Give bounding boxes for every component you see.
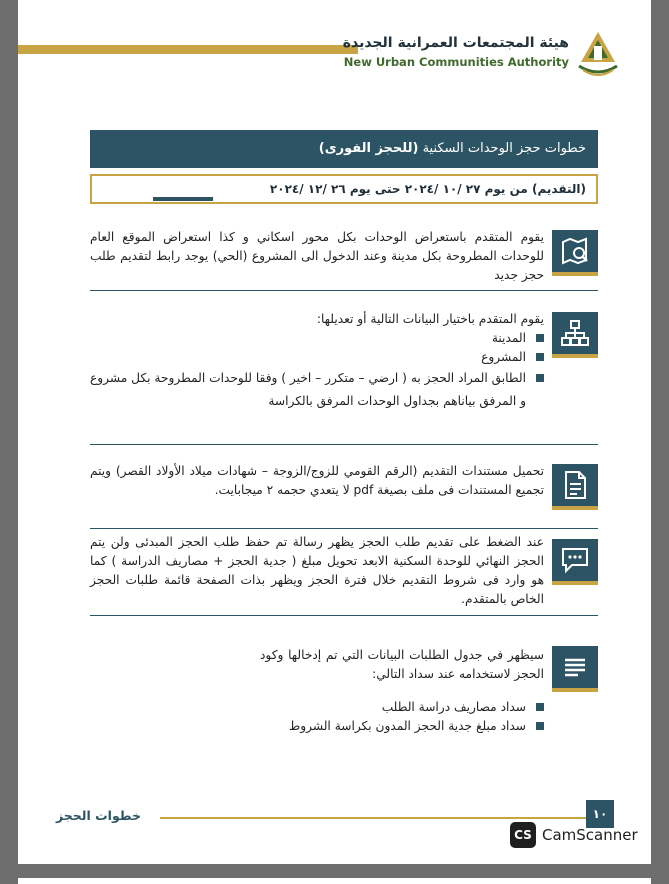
list-item: سداد مبلغ جدية الحجز المدون بكراسة الشروط [90, 717, 544, 736]
list-item: المشروع [90, 348, 544, 367]
camscanner-label: CamScanner [542, 826, 638, 844]
authority-logo [575, 28, 621, 78]
steps-title: خطوات حجز الوحدات السكنية [422, 141, 586, 156]
page-number: ١٠ [586, 800, 614, 828]
section-divider [90, 615, 598, 616]
section-divider [90, 290, 598, 291]
step-submit-text: عند الضغط على تقديم طلب الحجز يظهر رسالة تم حفظ طلب الحجز المبدئى ولن يتم الحجز النهائي للوحدة السكنية الابعد تحويل مبلغ ( جدية الحجز + مصاريف الدراسة ) كما هو وارد فى شروط التقديم خلال فترة الحجز ويظهر بذات الصفحة قائمة طلبات الحجز الخاص بالمتقدم. [90, 535, 544, 606]
step-select-intro: يقوم المتقدم باختيار البيانات التالية أو تعديلها: [316, 312, 544, 326]
step-payment-intro: سيظهر في جدول الطلبات البيانات التي تم إدخالها وكود الحجز لاستخدامه عند سداد التالي: [260, 648, 544, 681]
list-item: سداد مصاريف دراسة الطلب [90, 698, 544, 717]
list-icon [552, 646, 598, 692]
sitemap-icon [552, 312, 598, 358]
footer-gold-line [160, 817, 588, 819]
section-divider [90, 528, 598, 529]
authority-name-ar: هيئة المجتمعات العمرانية الجديدة [342, 35, 569, 51]
step-upload-documents [90, 458, 598, 528]
list-item: الطابق المراد الحجز به ( ارضي – متكرر – اخير ) وفقا للوحدات المطروحة بكل مشروع و المرفق بياناهم بجداول الوحدات المرفق بالكراسة [90, 367, 544, 413]
chat-icon [552, 539, 598, 585]
document-page [18, 0, 651, 864]
step-upload-text: تحميل مستندات التقديم (الرقم القومي للزوج/الزوجة – شهادات ميلاد الأولاد القصر) ويتم تجميع المستندات فى ملف بصيغة pdf لا يتعدي حجمه ٢ ميجابايت. [90, 464, 544, 497]
section-divider [90, 444, 598, 445]
step-select-body [90, 310, 544, 413]
step-select-data [90, 306, 598, 446]
authority-name-en: New Urban Communities Authority [343, 55, 569, 69]
document-icon [552, 464, 598, 510]
step-payment [90, 644, 598, 744]
date-range-text: (التقديم) من يوم ٢٧ /١٠ /٢٠٢٤ حتى يوم ٢٦ /١٢ /٢٠٢٤ [269, 182, 586, 196]
step-payment-body [90, 646, 544, 736]
step-browse-units [90, 224, 598, 294]
date-underline [153, 197, 213, 201]
map-search-icon [552, 230, 598, 276]
list-item: المدينة [90, 329, 544, 348]
footer-section-title: خطوات الحجز [56, 808, 141, 823]
step-browse-text: يقوم المتقدم باستعراض الوحدات بكل محور اسكاني و كذا استعراض الموقع العام للوحدات المطروحة بكل مدينة وعند الدخول الى المشروع (الحي) يوجد رابط لتقديم طلب حجز جديد [90, 230, 544, 282]
steps-title-highlight: (للحجز الفورى) [318, 141, 419, 156]
steps-title-bar [90, 130, 598, 168]
header-gold-bar [18, 45, 358, 54]
camscanner-watermark [510, 822, 638, 848]
next-page-edge [18, 878, 651, 884]
step-submit-request [90, 533, 598, 617]
camscanner-logo-icon: CS [510, 822, 536, 848]
